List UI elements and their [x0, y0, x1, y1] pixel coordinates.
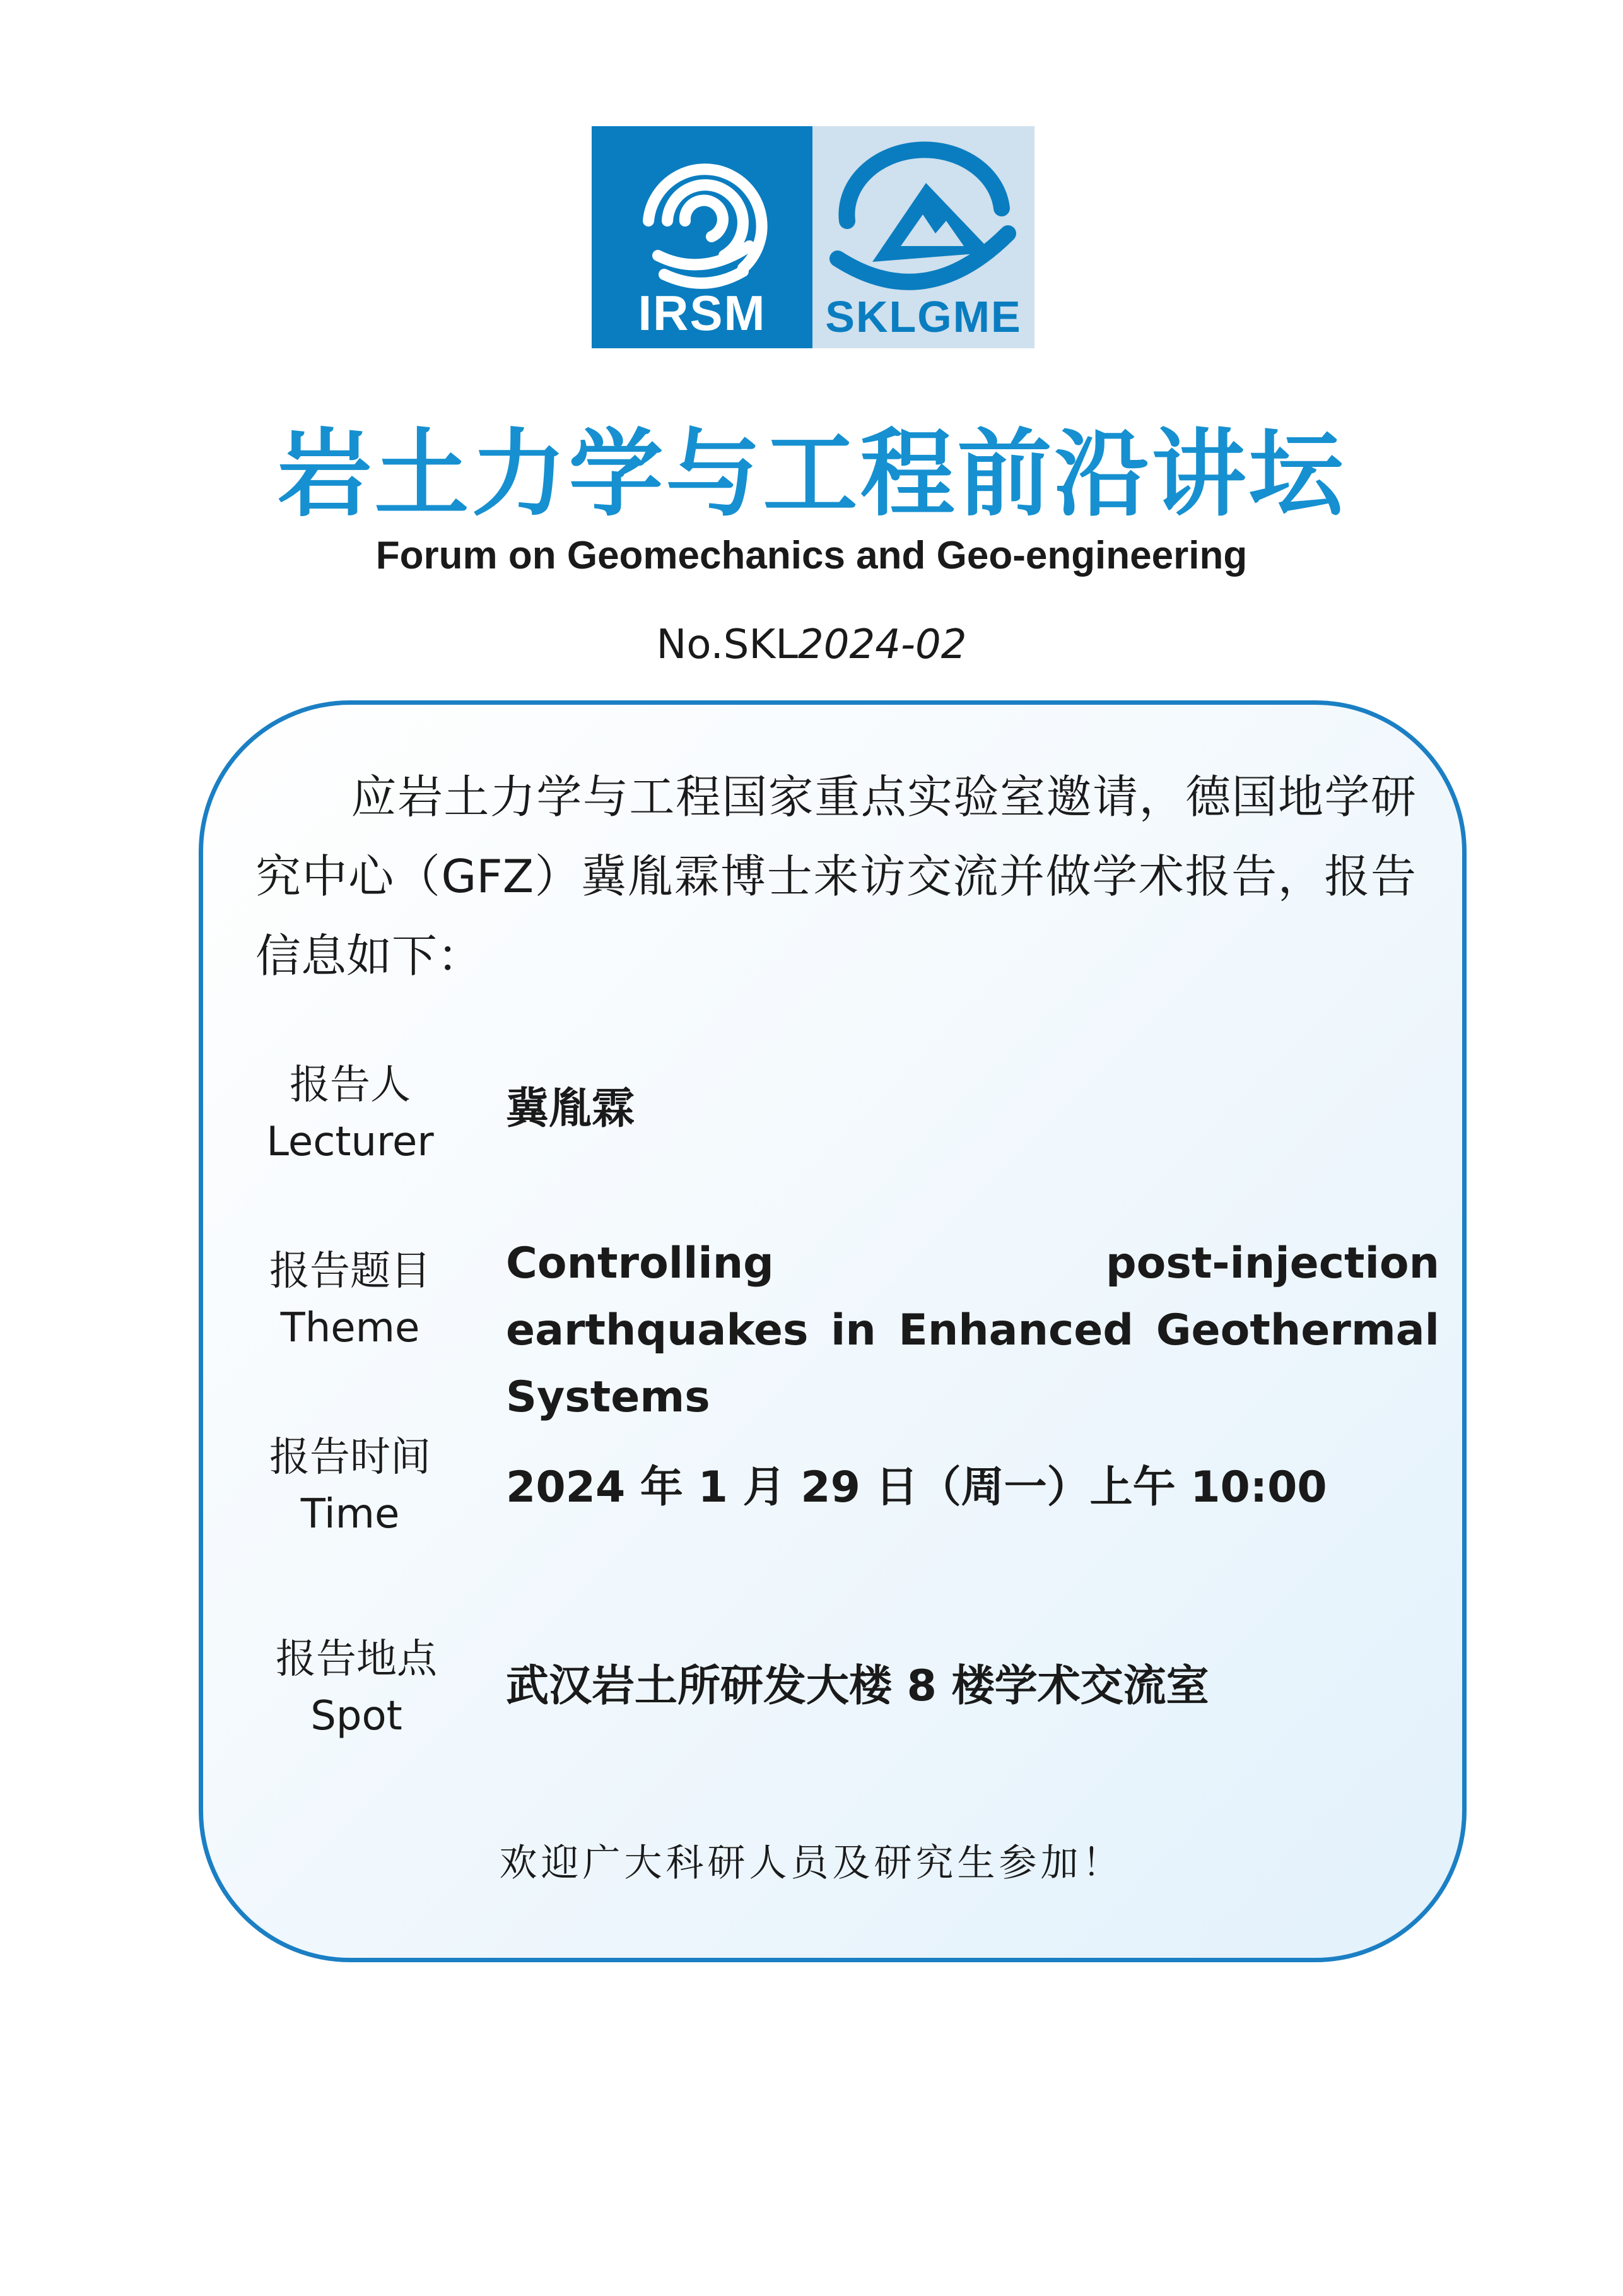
spot-value: 武汉岩土所研发大楼 8 楼学术交流室: [506, 1661, 1209, 1711]
forum-number: [0, 621, 1623, 668]
forum-title-en: Forum on Geomechanics and Geo-engineering: [375, 534, 1248, 577]
sklgme-logo: [812, 126, 1034, 348]
lecturer-label-en: Lecturer: [266, 1119, 434, 1165]
intro-text: 应岩土力学与工程国家重点实验室邀请，德国地学研究中心（GFZ）冀胤霖博士来访交流并做学术报告，报告信息如下：: [255, 770, 1416, 982]
theme-label-cn: 报告题目: [269, 1248, 431, 1295]
theme-label-en: Theme: [280, 1305, 420, 1351]
intro-paragraph: [255, 757, 1416, 996]
time-label-cn: 报告时间: [269, 1434, 431, 1481]
time-label: [243, 1429, 457, 1543]
irsm-logo: [592, 126, 812, 348]
time-value: 2024 年 1 月 29 日（周一）上午 10:00: [506, 1463, 1327, 1512]
lecturer-label-cn: 报告人: [290, 1062, 411, 1109]
number-code: 2024-02: [798, 621, 967, 668]
sklgme-logo-text: SKLGME: [825, 292, 1022, 341]
lecturer-value: 冀胤霖: [506, 1084, 635, 1134]
spot-label-en: Spot: [310, 1693, 402, 1740]
welcome-note: 欢迎广大科研人员及研究生参加！: [499, 1841, 1124, 1885]
spot-label: [249, 1631, 464, 1745]
time-label-en: Time: [300, 1491, 400, 1538]
forum-title-cn: 岩土力学与工程前沿讲坛: [277, 420, 1346, 529]
logo-block: [592, 126, 1034, 348]
theme-label: [243, 1243, 457, 1357]
irsm-logo-text: IRSM: [638, 285, 766, 341]
theme-value: Controlling post-injection earthquakes in Enhanced Geothermal Systems: [506, 1239, 1439, 1422]
spot-label-cn: 报告地点: [276, 1636, 437, 1683]
number-prefix: No.SKL: [656, 621, 799, 668]
lecturer-label: [243, 1057, 457, 1170]
